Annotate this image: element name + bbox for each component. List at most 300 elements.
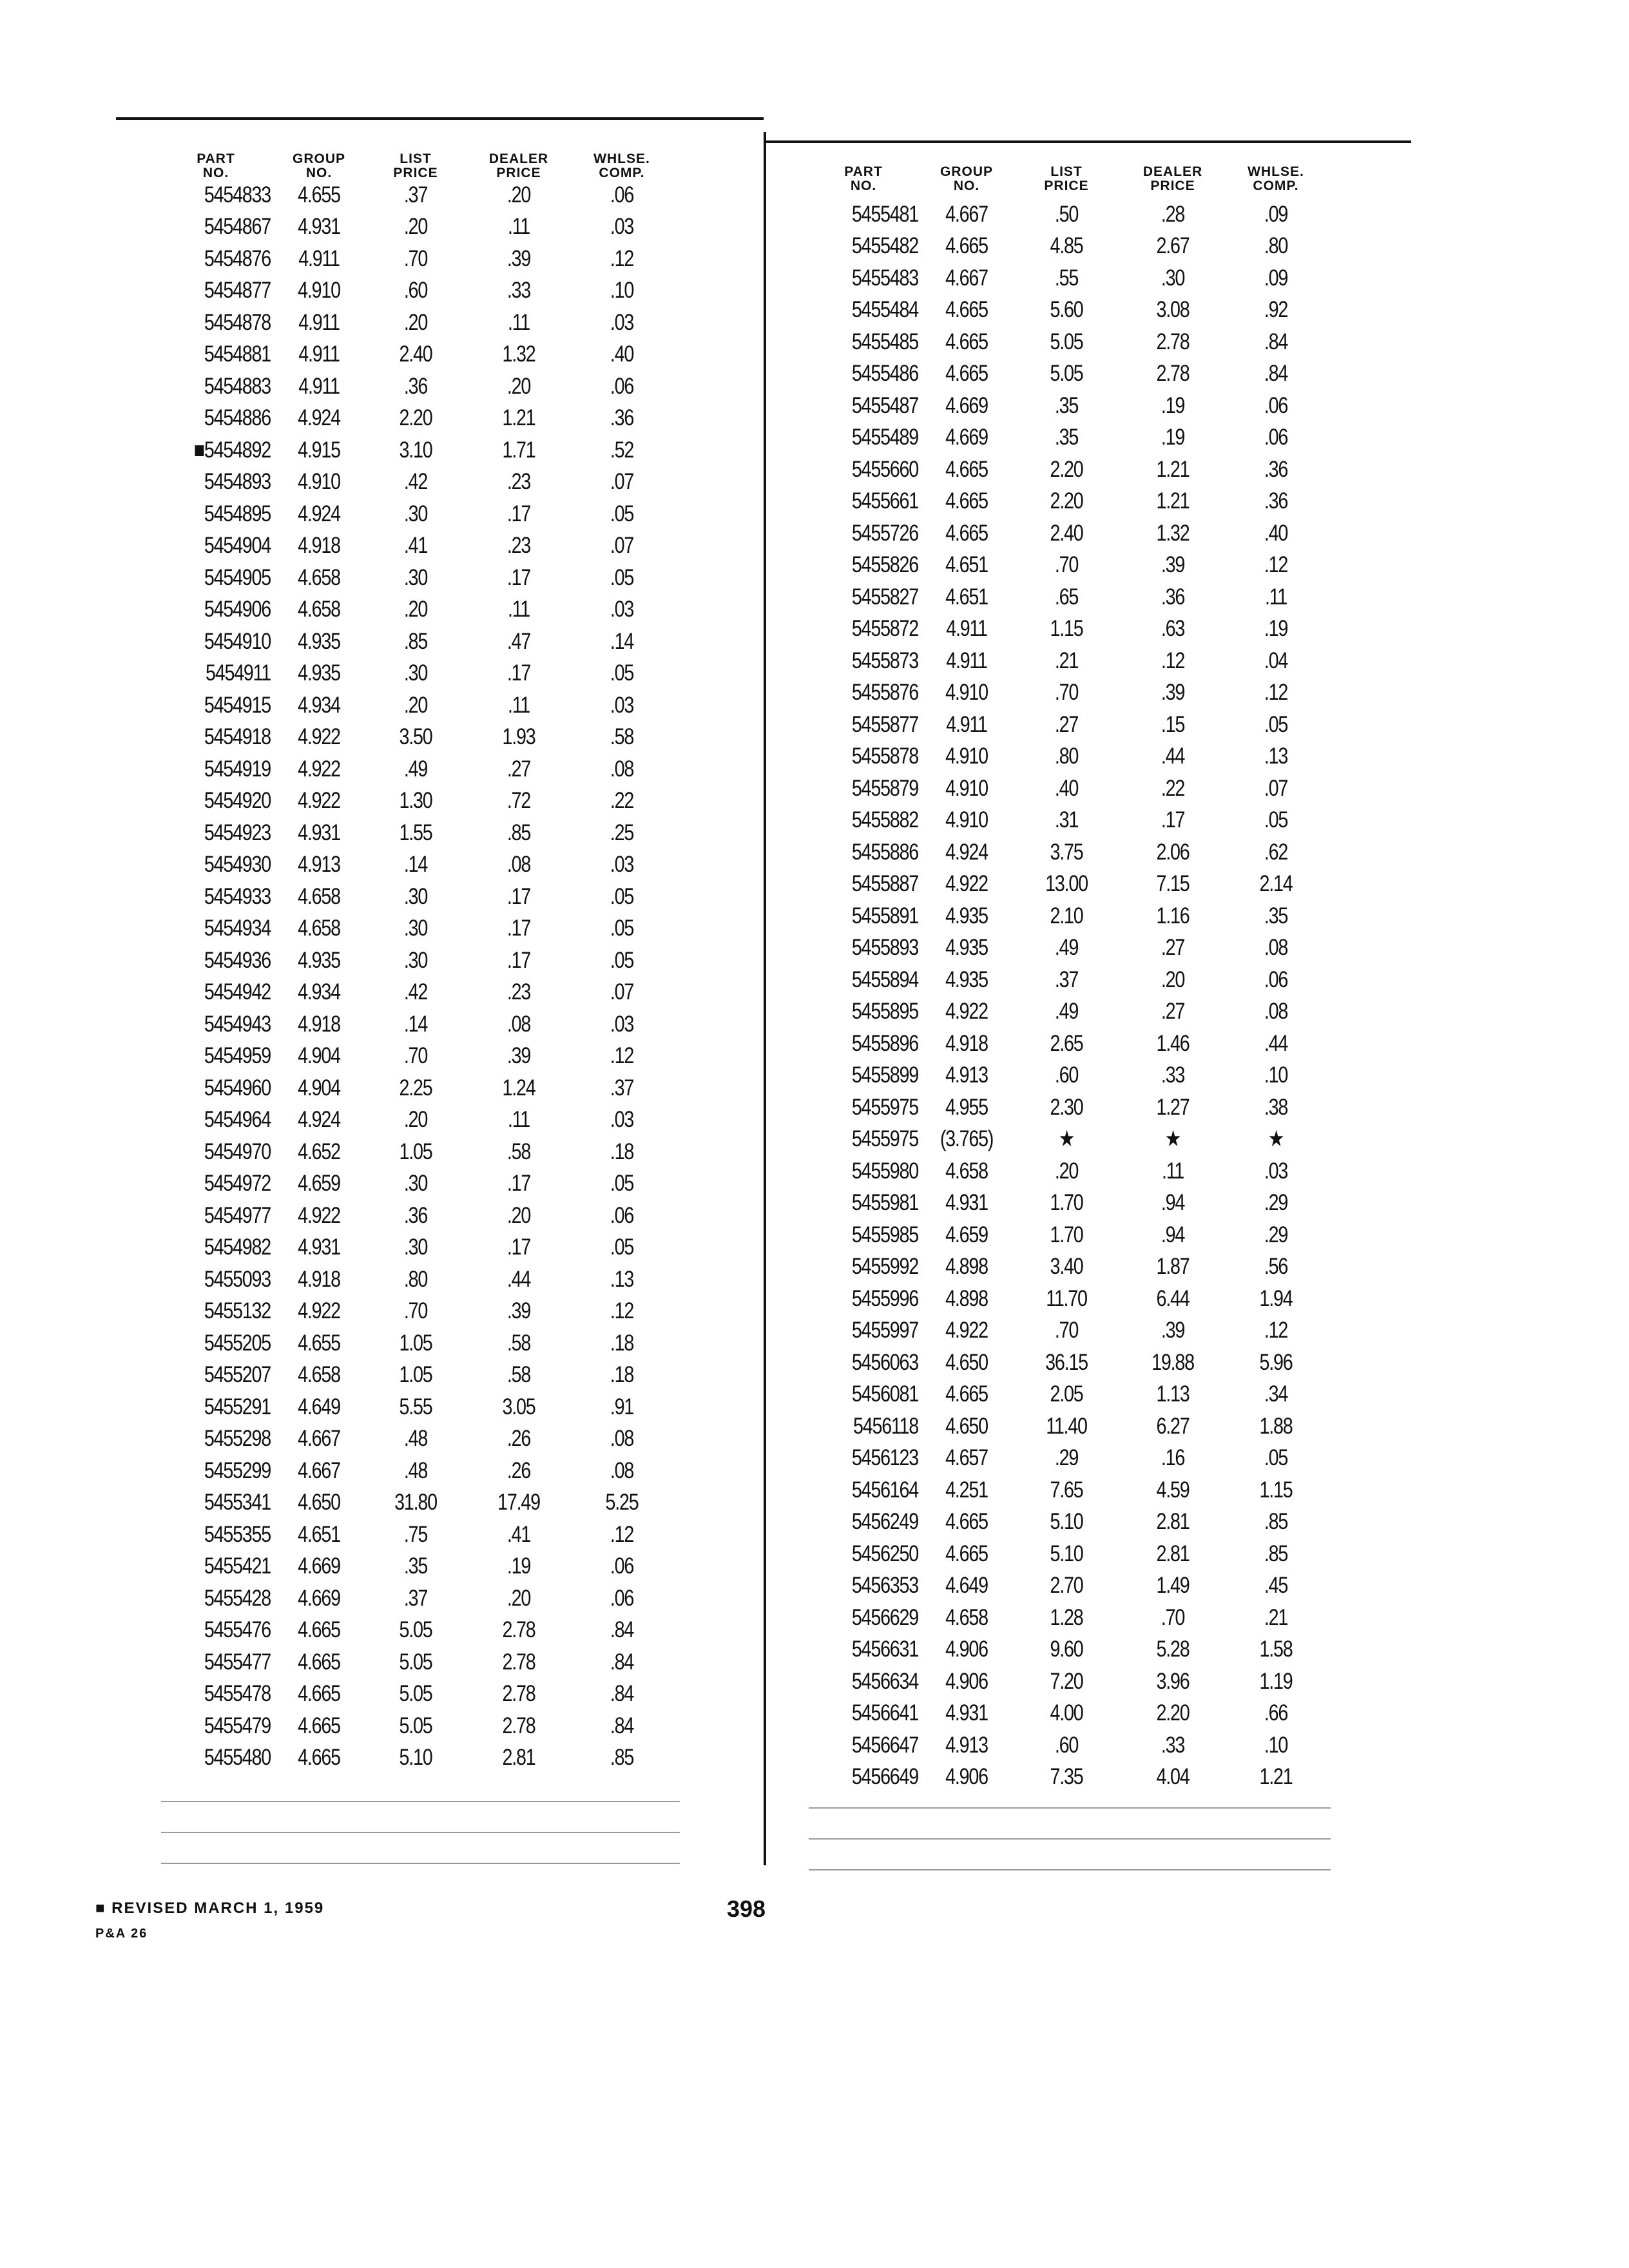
dealer-price: .26 [506, 1457, 531, 1483]
list-price: 3.50 [399, 724, 432, 750]
table-row [809, 1283, 1369, 1315]
list-price: 4.85 [1050, 233, 1083, 259]
group-number: 4.915 [298, 437, 340, 463]
part-number: 5456649 [851, 1764, 918, 1790]
wholesale-comp: 1.21 [1259, 1764, 1293, 1790]
table-row [809, 198, 1369, 231]
list-price: 5.05 [399, 1713, 432, 1738]
part-number: 5455872 [851, 616, 918, 642]
table-row [161, 1391, 715, 1423]
part-number: 5455489 [851, 425, 918, 450]
dealer-price: .11 [1161, 1158, 1184, 1184]
table-row [161, 1264, 715, 1296]
left-part-no-header: PART NO. [197, 151, 235, 180]
table-row [809, 613, 1369, 646]
group-number: 4.913 [945, 1732, 988, 1758]
part-number: 5454933 [204, 883, 271, 909]
wholesale-comp: .05 [610, 501, 634, 526]
wholesale-comp: .18 [610, 1139, 634, 1164]
wholesale-comp: .05 [610, 1171, 634, 1196]
dealer-price: .20 [506, 373, 531, 399]
part-number: 5455483 [851, 265, 918, 291]
table-row [161, 307, 715, 339]
group-number: 4.910 [298, 278, 340, 303]
group-number: 4.669 [298, 1585, 340, 1611]
part-number: 5455661 [851, 488, 918, 514]
wholesale-comp: .91 [610, 1394, 634, 1419]
list-price: .75 [403, 1521, 428, 1547]
left-whlse-comp-header: WHLSE. COMP. [593, 151, 650, 180]
wholesale-comp: 5.25 [605, 1490, 639, 1515]
list-price: .70 [1054, 552, 1079, 578]
part-number: 5455726 [851, 520, 918, 546]
wholesale-comp: .08 [610, 1426, 634, 1452]
part-number: 5454936 [204, 947, 271, 973]
dealer-price: .11 [507, 597, 530, 622]
dealer-price: .17 [506, 564, 531, 590]
wholesale-comp: .08 [1264, 999, 1288, 1024]
list-price: 1.05 [399, 1330, 432, 1356]
list-price: 1.15 [1050, 616, 1083, 642]
part-number: ■5454892 [193, 437, 271, 463]
table-row [161, 689, 715, 722]
group-number: 4.665 [298, 1617, 340, 1643]
table-row [809, 486, 1369, 518]
part-number: 5454934 [204, 916, 271, 941]
part-number: 5455660 [851, 456, 918, 482]
list-price: 5.05 [399, 1681, 432, 1707]
list-price: .42 [403, 979, 428, 1005]
wholesale-comp: .62 [1264, 839, 1288, 865]
group-number: 4.935 [298, 660, 340, 686]
table-row [161, 498, 715, 530]
list-price: .80 [1054, 744, 1079, 769]
table-row [809, 454, 1369, 486]
table-row [161, 1041, 715, 1073]
wholesale-comp: .10 [1264, 1732, 1288, 1758]
list-price: .21 [1054, 648, 1079, 673]
list-price: .85 [403, 628, 428, 654]
table-row [161, 658, 715, 690]
table-row [161, 434, 715, 466]
column-divider [764, 132, 766, 1865]
table-row [809, 358, 1369, 390]
table-row [809, 1379, 1369, 1411]
dealer-price: 1.16 [1156, 903, 1190, 928]
dealer-price: .17 [506, 1171, 531, 1196]
group-number: 4.924 [945, 839, 988, 865]
dealer-price: .20 [506, 1202, 531, 1228]
dealer-price: 2.81 [1156, 1509, 1190, 1535]
wholesale-comp: .25 [610, 820, 634, 845]
table-row [809, 1187, 1369, 1220]
wholesale-comp: .84 [610, 1617, 634, 1643]
right-dealer-price-header: DEALER PRICE [1142, 164, 1203, 193]
table-row [161, 370, 715, 403]
group-number: 4.910 [298, 469, 340, 495]
wholesale-comp: .84 [1264, 329, 1288, 354]
wholesale-comp: .84 [610, 1713, 634, 1738]
part-number: 5454977 [204, 1202, 271, 1228]
list-price: 1.30 [399, 788, 432, 814]
wholesale-comp: .06 [610, 373, 634, 399]
list-price: .30 [403, 883, 428, 909]
list-price: .35 [1054, 392, 1079, 418]
table-row [809, 262, 1369, 294]
list-price: .40 [1054, 775, 1079, 801]
group-number: 4.665 [945, 488, 988, 514]
dealer-price: 2.81 [1156, 1541, 1190, 1566]
list-price: 1.70 [1050, 1222, 1083, 1247]
list-price: .27 [1054, 711, 1079, 737]
list-price: ★ [1058, 1126, 1075, 1152]
list-price: 2.20 [399, 405, 432, 431]
part-number: 5455421 [204, 1553, 271, 1579]
dealer-price: .36 [1161, 584, 1185, 610]
right-whlse-comp-header: WHLSE. COMP. [1248, 164, 1304, 193]
part-number: 5456118 [853, 1413, 918, 1439]
part-number: 5455478 [204, 1681, 271, 1707]
wholesale-comp: 1.94 [1259, 1285, 1293, 1311]
list-price: .20 [403, 1107, 428, 1133]
dealer-price: 7.15 [1156, 871, 1190, 897]
group-number: 4.251 [945, 1477, 988, 1503]
part-number: 5455487 [851, 392, 918, 418]
dealer-price: .27 [506, 756, 531, 782]
group-number: 4.913 [298, 852, 340, 878]
table-row [809, 1666, 1369, 1698]
dealer-price: .30 [1161, 265, 1185, 291]
table-row [809, 1060, 1369, 1092]
table-row [809, 390, 1369, 422]
table-row [161, 211, 715, 244]
dealer-price: .08 [506, 852, 531, 878]
group-number: 4.667 [945, 201, 988, 227]
group-number: 4.665 [945, 456, 988, 482]
group-number: 4.667 [298, 1457, 340, 1483]
blank-line [809, 1838, 1331, 1840]
group-number: 4.906 [945, 1637, 988, 1662]
wholesale-comp: .05 [610, 1235, 634, 1260]
table-row [161, 1646, 715, 1678]
table-row [809, 1538, 1369, 1570]
list-price: .42 [403, 469, 428, 495]
group-number: 4.649 [298, 1394, 340, 1419]
wholesale-comp: .03 [610, 1107, 634, 1133]
part-number: 5456634 [851, 1668, 918, 1694]
wholesale-comp: .08 [610, 756, 634, 782]
wholesale-comp: .03 [610, 852, 634, 878]
table-row [809, 1410, 1369, 1443]
part-number: 5454878 [204, 309, 271, 335]
table-row [809, 1570, 1369, 1602]
part-number: 5455873 [851, 648, 918, 673]
wholesale-comp: .18 [610, 1362, 634, 1388]
list-price: 5.55 [399, 1394, 432, 1419]
group-number: 4.651 [945, 584, 988, 610]
dealer-price: .15 [1161, 711, 1185, 737]
dealer-price: .23 [506, 533, 531, 559]
table-row [809, 1155, 1369, 1187]
wholesale-comp: .07 [610, 979, 634, 1005]
group-number: 4.667 [945, 265, 988, 291]
part-number: 5454904 [204, 533, 271, 559]
group-number: 4.935 [945, 966, 988, 992]
wholesale-comp: .34 [1264, 1381, 1288, 1407]
wholesale-comp: .14 [610, 628, 634, 654]
dealer-price: .39 [506, 245, 531, 271]
blank-line [809, 1869, 1331, 1870]
group-number: 4.922 [298, 724, 340, 750]
group-number: 4.665 [298, 1681, 340, 1707]
group-number: 4.665 [298, 1713, 340, 1738]
wholesale-comp: .29 [1264, 1190, 1288, 1216]
part-number: 5454893 [204, 469, 271, 495]
dealer-price: 2.20 [1156, 1700, 1190, 1726]
list-price: 2.70 [1050, 1573, 1083, 1599]
part-number: 5454906 [204, 597, 271, 622]
wholesale-comp: .05 [610, 564, 634, 590]
group-number: 4.922 [298, 1298, 340, 1324]
table-row [809, 741, 1369, 773]
list-price: 2.05 [1050, 1381, 1083, 1407]
part-number: 5455485 [851, 329, 918, 354]
part-number: 5454886 [204, 405, 271, 431]
part-number: 5456123 [851, 1445, 918, 1471]
list-price: 5.10 [399, 1745, 432, 1771]
dealer-price: 1.21 [1156, 488, 1190, 514]
wholesale-comp: .29 [1264, 1222, 1288, 1247]
group-number: 4.922 [298, 788, 340, 814]
dealer-price: 2.67 [1156, 233, 1190, 259]
dealer-price: .44 [1161, 744, 1185, 769]
list-price: .49 [403, 756, 428, 782]
part-number: 5456629 [851, 1604, 918, 1630]
catalog-code: P&A 26 [95, 1927, 148, 1941]
table-row [809, 1347, 1369, 1379]
dealer-price: .27 [1161, 935, 1185, 961]
wholesale-comp: .58 [610, 724, 634, 750]
dealer-price: .27 [1161, 999, 1185, 1024]
table-row [161, 1296, 715, 1328]
group-number: 4.955 [945, 1094, 988, 1120]
dealer-price: .33 [1161, 1732, 1185, 1758]
table-row [809, 581, 1369, 613]
table-row [809, 1762, 1369, 1794]
wholesale-comp: .22 [610, 788, 634, 814]
table-row [809, 996, 1369, 1028]
dealer-price: .19 [506, 1553, 531, 1579]
part-number: 5454942 [204, 979, 271, 1005]
table-row [161, 945, 715, 977]
wholesale-comp: .05 [1264, 711, 1288, 737]
list-price: .37 [403, 1585, 428, 1611]
part-number: 5455826 [851, 552, 918, 578]
list-price: 5.60 [1050, 297, 1083, 323]
table-row [161, 817, 715, 849]
wholesale-comp: .36 [1264, 488, 1288, 514]
wholesale-comp: .06 [610, 1553, 634, 1579]
list-price: 31.80 [394, 1490, 437, 1515]
table-row [809, 231, 1369, 263]
list-price: .37 [1054, 966, 1079, 992]
dealer-price: 1.87 [1156, 1254, 1190, 1280]
group-number: 4.665 [298, 1745, 340, 1771]
group-number: 4.658 [298, 597, 340, 622]
dealer-price: .70 [1161, 1604, 1185, 1630]
dealer-price: .85 [506, 820, 531, 845]
wholesale-comp: 1.88 [1259, 1413, 1293, 1439]
wholesale-comp: .37 [610, 1075, 634, 1100]
list-price: 1.05 [399, 1139, 432, 1164]
wholesale-comp: .85 [610, 1745, 634, 1771]
dealer-price: .12 [1161, 648, 1185, 673]
table-row [809, 1091, 1369, 1124]
list-price: .20 [403, 309, 428, 335]
wholesale-comp: .36 [610, 405, 634, 431]
list-price: 1.70 [1050, 1190, 1083, 1216]
table-row [809, 1634, 1369, 1666]
left-group-no-header: GROUP NO. [292, 151, 345, 180]
dealer-price: .19 [1161, 425, 1185, 450]
dealer-price: .11 [507, 214, 530, 240]
dealer-price: .17 [506, 501, 531, 526]
dealer-price: .39 [1161, 680, 1185, 706]
wholesale-comp: .05 [610, 947, 634, 973]
part-number: 5455476 [204, 1617, 271, 1643]
part-number: 5455205 [204, 1330, 271, 1356]
list-price: 7.35 [1050, 1764, 1083, 1790]
part-number: 5454877 [204, 278, 271, 303]
left-table-body [161, 179, 715, 1774]
dealer-price: 1.32 [502, 341, 535, 367]
table-row [809, 869, 1369, 901]
list-price: 1.55 [399, 820, 432, 845]
dealer-price: .47 [506, 628, 531, 654]
table-row [161, 1455, 715, 1487]
list-price: 3.10 [399, 437, 432, 463]
group-number: 4.931 [945, 1700, 988, 1726]
group-number: 4.665 [945, 1381, 988, 1407]
dealer-price: .17 [506, 916, 531, 941]
list-price: .60 [403, 278, 428, 303]
group-number: 4.906 [945, 1668, 988, 1694]
part-number: 5455207 [204, 1362, 271, 1388]
dealer-price: 2.78 [502, 1713, 535, 1738]
group-number: 4.918 [298, 1011, 340, 1037]
group-number: 4.924 [298, 501, 340, 526]
group-number: 4.911 [298, 309, 340, 335]
part-number: 5454964 [204, 1107, 271, 1133]
part-number: 5455886 [851, 839, 918, 865]
group-number: 4.665 [945, 297, 988, 323]
dealer-price: 1.21 [502, 405, 535, 431]
table-row [809, 294, 1369, 327]
left-table-header [161, 122, 715, 180]
table-row [161, 1551, 715, 1583]
table-row [161, 1360, 715, 1392]
part-number: 5454959 [204, 1043, 271, 1069]
blank-line [161, 1832, 680, 1833]
list-price: .30 [403, 564, 428, 590]
part-number: 5455093 [204, 1266, 271, 1292]
list-price: .48 [403, 1457, 428, 1483]
part-number: 5455980 [851, 1158, 918, 1184]
table-row [161, 594, 715, 626]
table-row [809, 805, 1369, 837]
group-number: 4.651 [945, 552, 988, 578]
list-price: .70 [403, 1298, 428, 1324]
wholesale-comp: .06 [1264, 966, 1288, 992]
wholesale-comp: .92 [1264, 297, 1288, 323]
table-row [161, 753, 715, 785]
list-price: .14 [403, 1011, 428, 1037]
dealer-price: 2.81 [502, 1745, 535, 1771]
list-price: .20 [403, 692, 428, 718]
wholesale-comp: .84 [1264, 361, 1288, 387]
list-price: .30 [403, 947, 428, 973]
dealer-price: .94 [1161, 1222, 1185, 1247]
wholesale-comp: .08 [1264, 935, 1288, 961]
part-number: 5454876 [204, 245, 271, 271]
list-price: 9.60 [1050, 1637, 1083, 1662]
table-row [161, 1104, 715, 1137]
group-number: 4.922 [945, 871, 988, 897]
group-number: 4.935 [945, 903, 988, 928]
group-number: 4.910 [945, 744, 988, 769]
dealer-price: .11 [507, 309, 530, 335]
dealer-price: .20 [1161, 966, 1185, 992]
group-number: (3.765) [940, 1126, 994, 1152]
wholesale-comp: 5.96 [1259, 1349, 1293, 1375]
part-number: 5455992 [851, 1254, 918, 1280]
table-row [809, 1729, 1369, 1762]
part-number: 5455891 [851, 903, 918, 928]
list-price: .35 [1054, 425, 1079, 450]
wholesale-comp: .03 [610, 309, 634, 335]
dealer-price: .28 [1161, 201, 1185, 227]
group-number: 4.665 [945, 329, 988, 354]
list-price: .35 [403, 1553, 428, 1579]
table-row [809, 550, 1369, 582]
part-number: 5455975 [851, 1126, 918, 1152]
table-row [161, 785, 715, 818]
dealer-price: .19 [1161, 392, 1185, 418]
table-row [161, 562, 715, 594]
dealer-price: .44 [506, 1266, 531, 1292]
dealer-price: .16 [1161, 1445, 1185, 1471]
group-number: 4.659 [298, 1171, 340, 1196]
table-row [809, 1602, 1369, 1634]
list-price: .80 [403, 1266, 428, 1292]
dealer-price: .23 [506, 979, 531, 1005]
group-number: 4.931 [945, 1190, 988, 1216]
list-price: 2.20 [1050, 456, 1083, 482]
table-row [161, 1008, 715, 1041]
part-number: 5455877 [851, 711, 918, 737]
dealer-price: 2.78 [1156, 329, 1190, 354]
dealer-price: .17 [1161, 807, 1185, 833]
wholesale-comp: .38 [1264, 1094, 1288, 1120]
wholesale-comp: .07 [610, 533, 634, 559]
wholesale-comp: .36 [1264, 456, 1288, 482]
dealer-price: 17.49 [497, 1490, 540, 1515]
table-row [809, 1028, 1369, 1060]
dealer-price: 5.28 [1156, 1637, 1190, 1662]
wholesale-comp: .44 [1264, 1030, 1288, 1056]
blank-line [809, 1807, 1331, 1809]
list-price: .20 [403, 214, 428, 240]
